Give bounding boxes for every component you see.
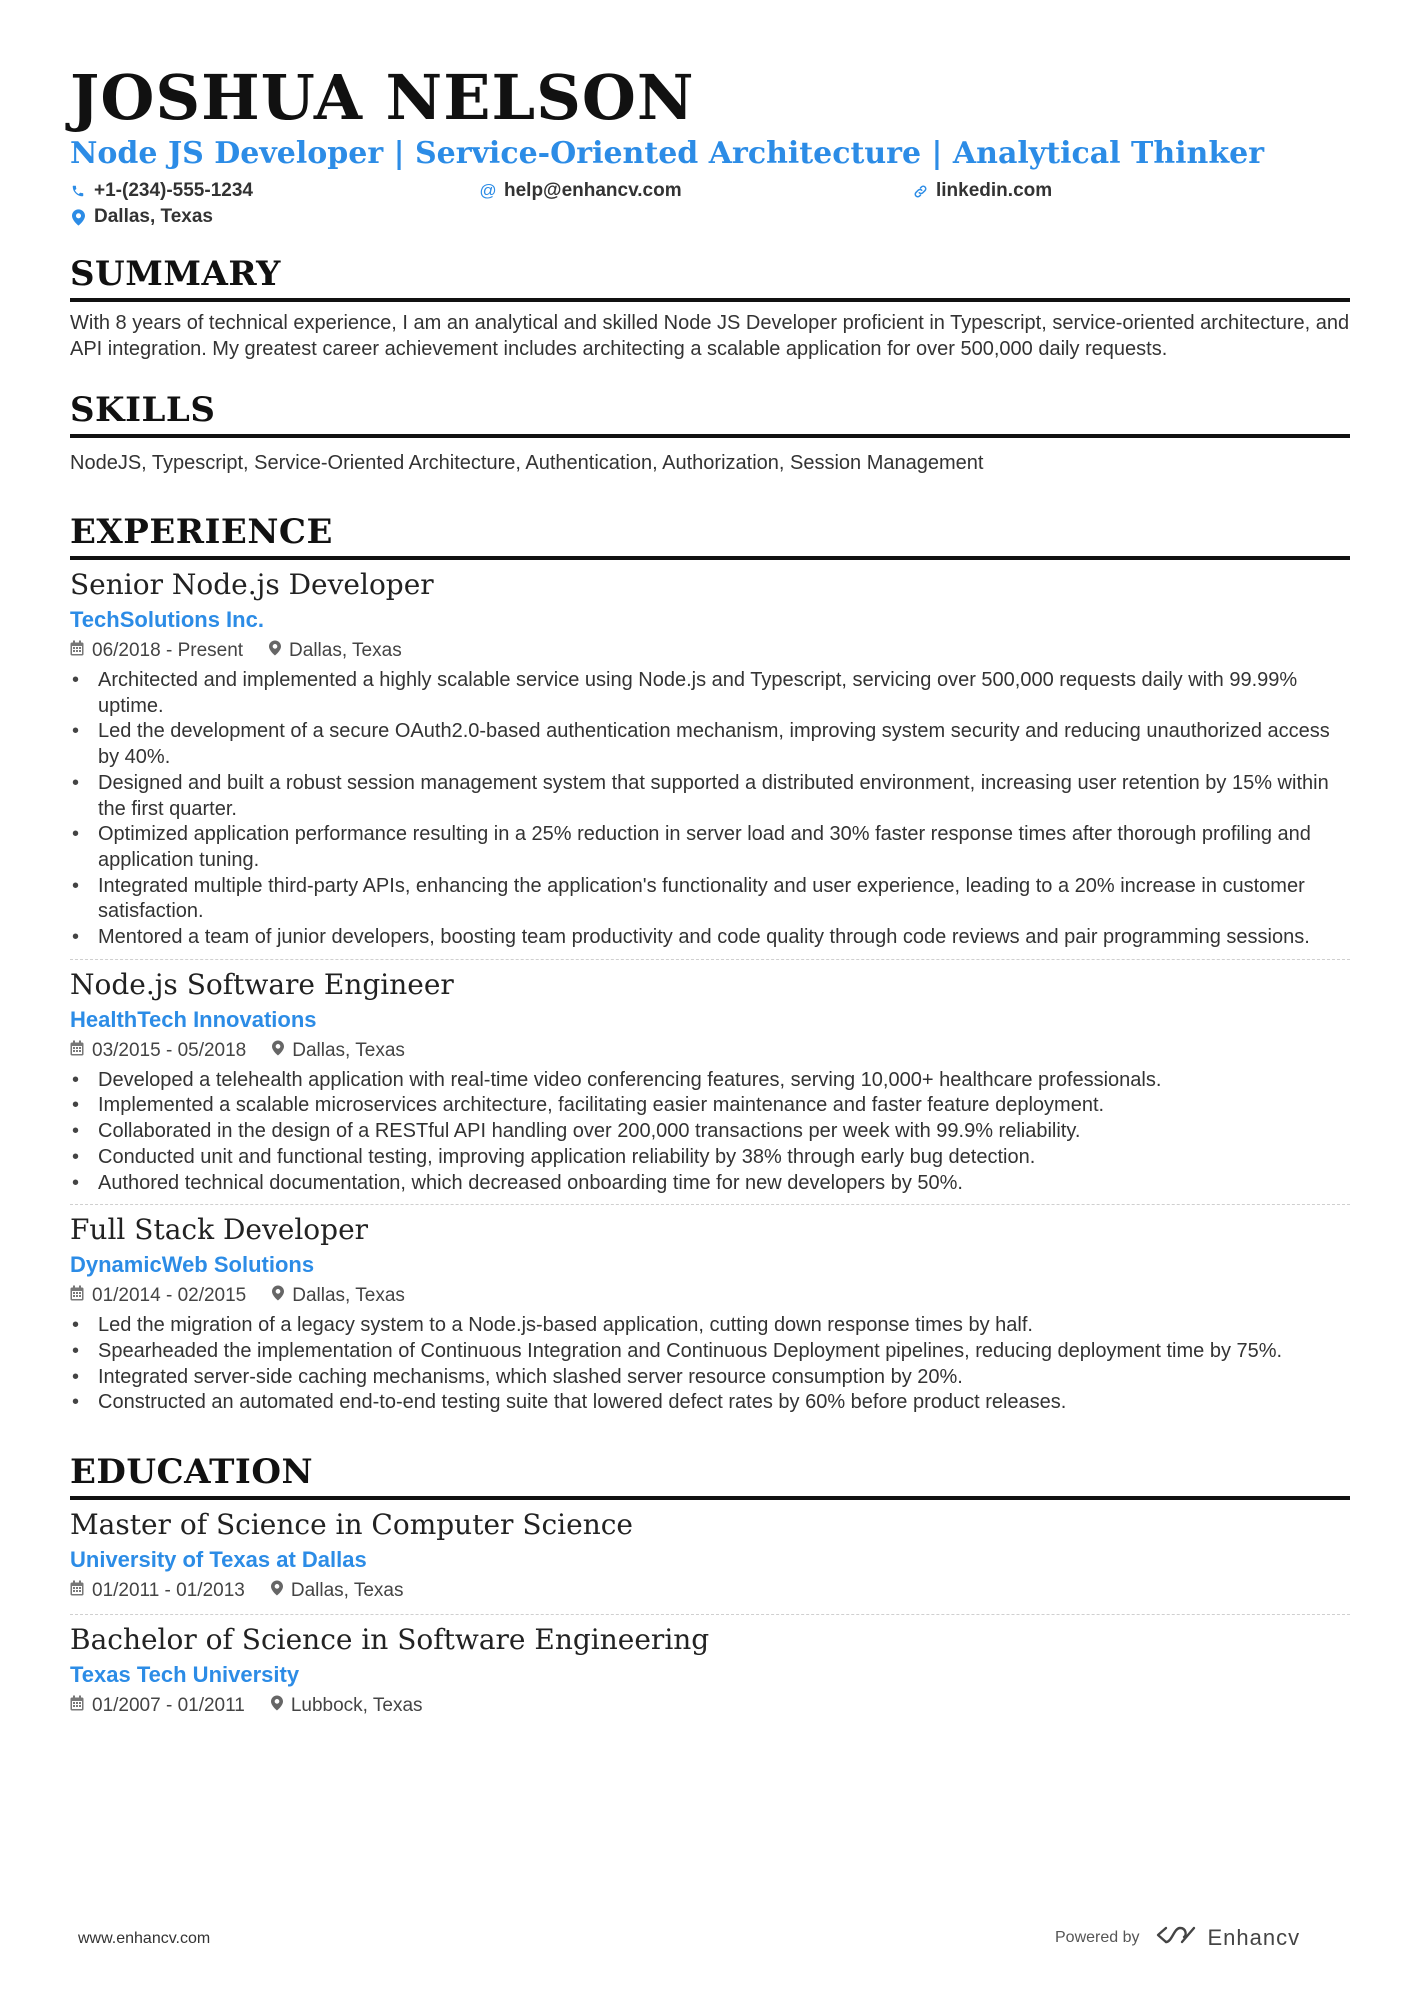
school-name: University of Texas at Dallas: [70, 1547, 367, 1573]
location-pin-icon: [271, 1692, 283, 1720]
resume-content: [70, 58, 1350, 1721]
powered-by-text: Powered by: [1055, 1929, 1140, 1946]
link-icon: [912, 181, 928, 201]
phone-text: +1-(234)-555-1234: [94, 180, 253, 201]
school-name: Texas Tech University: [70, 1662, 300, 1688]
company-name: TechSolutions Inc.: [70, 607, 264, 632]
job-bullets: [70, 1068, 1350, 1197]
education-location-text: Dallas, Texas: [290, 1580, 404, 1602]
education-location: [271, 1692, 423, 1720]
job-bullets: [70, 1313, 1350, 1416]
job-entry: [70, 566, 1350, 951]
education-dates: [70, 1577, 245, 1605]
candidate-name: JOSHUA NELSON: [70, 61, 695, 134]
job-dates-text: 01/2014 - 02/2015: [92, 1285, 247, 1307]
job-dates-text: 06/2018 - Present: [92, 640, 244, 661]
skills-text: NodeJS, Typescript, Service-Oriented Architecture, Authentication, Authorization, Session Management: [70, 452, 984, 474]
email-text: help@enhancv.com: [504, 180, 682, 201]
company-name: DynamicWeb Solutions: [70, 1252, 315, 1278]
entry-divider: [70, 1614, 1350, 1615]
summary-text: With 8 years of technical experience, I am an analytical and skilled Node JS Developer proficient in Typescript, service-oriented architecture, and API integration. My greatest career achievement includes architecting a scalable application for over 500,000 daily requests.: [70, 312, 1350, 360]
education-dates: [70, 1692, 245, 1720]
contact-location: [70, 204, 213, 230]
summary-section: [70, 252, 1350, 362]
location-pin-icon: [272, 1282, 284, 1310]
education-meta: [70, 1691, 1350, 1721]
list-item: • Authored technical documentation, which decreased onboarding time for new developers by 50%.: [70, 1171, 1350, 1197]
job-entry: [70, 966, 1350, 1197]
job-meta: [70, 1281, 1350, 1311]
education-entry: [70, 1506, 1350, 1606]
job-bullets: [70, 668, 1350, 951]
company-name: HealthTech Innovations: [70, 1006, 317, 1032]
location-pin-icon: [271, 1577, 283, 1605]
job-title: Node.js Software Engineer: [70, 967, 454, 1001]
footer-branding: [1055, 1923, 1300, 1953]
footer-website[interactable]: www.enhancv.com: [78, 1930, 211, 1947]
location-pin-icon: [272, 1037, 284, 1065]
job-dates: [70, 637, 243, 665]
list-item: • Developed a telehealth application with real-time video conferencing features, serving 10,000+ healthcare professionals.: [70, 1068, 1350, 1094]
list-item: • Mentored a team of junior developers, boosting team productivity and code quality through code reviews and pair programming sessions.: [70, 925, 1350, 951]
job-dates-text: 03/2015 - 05/2018: [92, 1039, 247, 1061]
location-pin-icon: [70, 207, 86, 227]
list-item: • Conducted unit and functional testing, improving application reliability by 38% through early bug detection.: [70, 1145, 1350, 1171]
job-meta: [70, 636, 1350, 666]
entry-divider: [70, 959, 1350, 960]
brand-logo[interactable]: [1154, 1923, 1301, 1953]
at-sign-icon: @: [479, 181, 497, 200]
contact-phone[interactable]: [70, 178, 253, 204]
job-meta: [70, 1036, 1350, 1066]
list-item: • Implemented a scalable microservices architecture, facilitating easier maintenance and faster feature deployment.: [70, 1093, 1350, 1119]
job-location: [269, 637, 402, 665]
list-item: • Integrated multiple third-party APIs, enhancing the application's functionality and user experience, leading to a 20% increase in customer satisfaction.: [70, 874, 1350, 925]
education-section: [70, 1450, 1350, 1721]
enhancv-logo-icon: [1154, 1923, 1200, 1953]
brand-name: Enhancv: [1207, 1925, 1301, 1950]
job-dates: [70, 1282, 246, 1310]
calendar-icon: [70, 1692, 84, 1720]
degree-title: Bachelor of Science in Software Engineering: [70, 1623, 710, 1657]
job-dates: [70, 1037, 246, 1065]
list-item: • Led the development of a secure OAuth2.0-based authentication mechanism, improving system security and reducing unauthorized access by 40%.: [70, 719, 1350, 770]
education-location: [271, 1577, 404, 1605]
job-location-text: Dallas, Texas: [292, 1285, 405, 1307]
phone-icon: [70, 181, 86, 201]
list-item: • Optimized application performance resulting in a 25% reduction in server load and 30% faster response times after thorough profiling and application tuning.: [70, 822, 1350, 873]
education-heading: EDUCATION: [70, 1450, 1350, 1500]
job-title: Full Stack Developer: [70, 1213, 369, 1247]
location-text: Dallas, Texas: [94, 206, 214, 227]
calendar-icon: [70, 1577, 84, 1605]
list-item: • Led the migration of a legacy system to a Node.js-based application, cutting down response times by half.: [70, 1313, 1350, 1339]
job-location: [272, 1037, 405, 1065]
experience-section: [70, 510, 1350, 1416]
location-pin-icon: [269, 637, 281, 665]
list-item: • Integrated server-side caching mechanisms, which slashed server resource consumption by 20%.: [70, 1365, 1350, 1391]
job-location: [272, 1282, 405, 1310]
contact-email[interactable]: [480, 178, 682, 204]
candidate-headline: Node JS Developer | Service-Oriented Architecture | Analytical Thinker: [70, 136, 1265, 171]
skills-heading: SKILLS: [70, 388, 1350, 438]
job-entry: [70, 1211, 1350, 1416]
education-location-text: Lubbock, Texas: [290, 1695, 423, 1717]
list-item: • Constructed an automated end-to-end testing suite that lowered defect rates by 60% before product releases.: [70, 1390, 1350, 1416]
degree-title: Master of Science in Computer Science: [70, 1508, 633, 1542]
list-item: • Architected and implemented a highly scalable service using Node.js and Typescript, servicing over 500,000 requests daily with 99.99% uptime.: [70, 668, 1350, 719]
experience-heading: EXPERIENCE: [70, 510, 1350, 560]
calendar-icon: [70, 1037, 84, 1065]
skills-section: [70, 388, 1350, 476]
education-entry: [70, 1621, 1350, 1721]
education-dates-text: 01/2007 - 01/2011: [92, 1695, 245, 1717]
list-item: • Spearheaded the implementation of Continuous Integration and Continuous Deployment pipelines, reducing deployment time by 75%.: [70, 1339, 1350, 1365]
job-title: Senior Node.js Developer: [70, 568, 434, 601]
contact-info: [70, 176, 1350, 232]
job-location-text: Dallas, Texas: [289, 640, 402, 661]
list-item: • Collaborated in the design of a RESTful API handling over 200,000 transactions per week with 99.9% reliability.: [70, 1119, 1350, 1145]
summary-heading: SUMMARY: [70, 252, 1350, 302]
linkedin-text: linkedin.com: [936, 180, 1053, 201]
education-meta: [70, 1576, 1350, 1606]
list-item: • Designed and built a robust session management system that supported a distributed environment, increasing user retention by 15% within the first quarter.: [70, 771, 1350, 822]
calendar-icon: [70, 1282, 84, 1310]
education-dates-text: 01/2011 - 01/2013: [92, 1580, 245, 1602]
entry-divider: [70, 1204, 1350, 1205]
job-location-text: Dallas, Texas: [292, 1039, 405, 1061]
calendar-icon: [70, 637, 84, 665]
contact-linkedin[interactable]: [912, 178, 1052, 204]
